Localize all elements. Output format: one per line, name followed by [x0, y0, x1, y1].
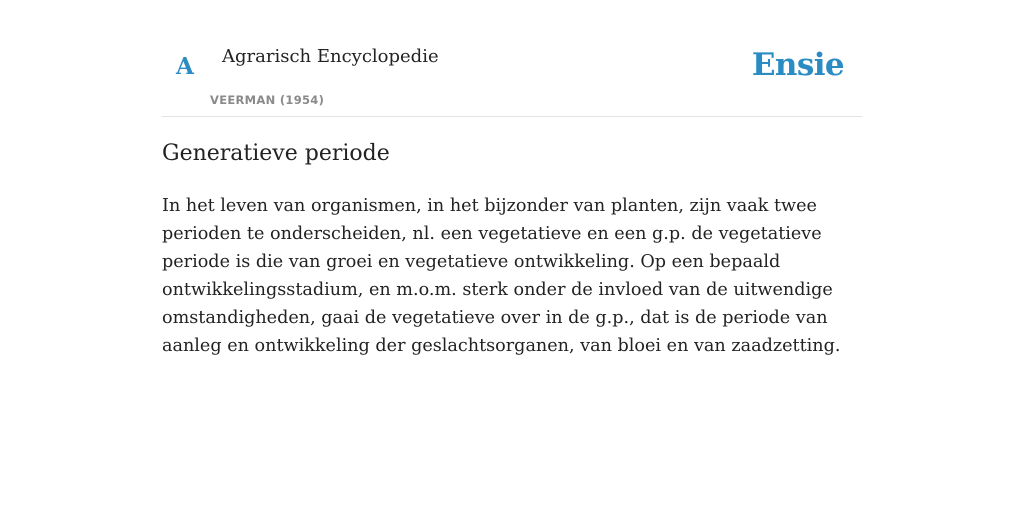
article-title: Generatieve periode [162, 141, 390, 166]
source-label: VEERMAN (1954) [210, 93, 325, 107]
encyclopedia-logo[interactable]: A [176, 53, 194, 80]
brand-logo[interactable]: Ensie [751, 47, 844, 83]
article-body: In het leven van organismen, in het bijzonder van planten, zijn vaak twee perioden te onderscheiden, nl. een vegetatieve en een g.p. de vegetatieve periode is die van groei en vegetatieve ontwikkeling. Op een bepaald ontwikkelingsstadium, en m.o.m. sterk onder de invloed van de uitwendige omstandigheden, gaai de vegetatieve over in de g.p., dat is de periode van aanleg en ontwikkeling der geslachtsorganen, van bloei en van zaadzetting. [162, 196, 841, 356]
encyclopedia-title[interactable]: Agrarisch Encyclopedie [222, 46, 439, 67]
header [162, 0, 862, 117]
